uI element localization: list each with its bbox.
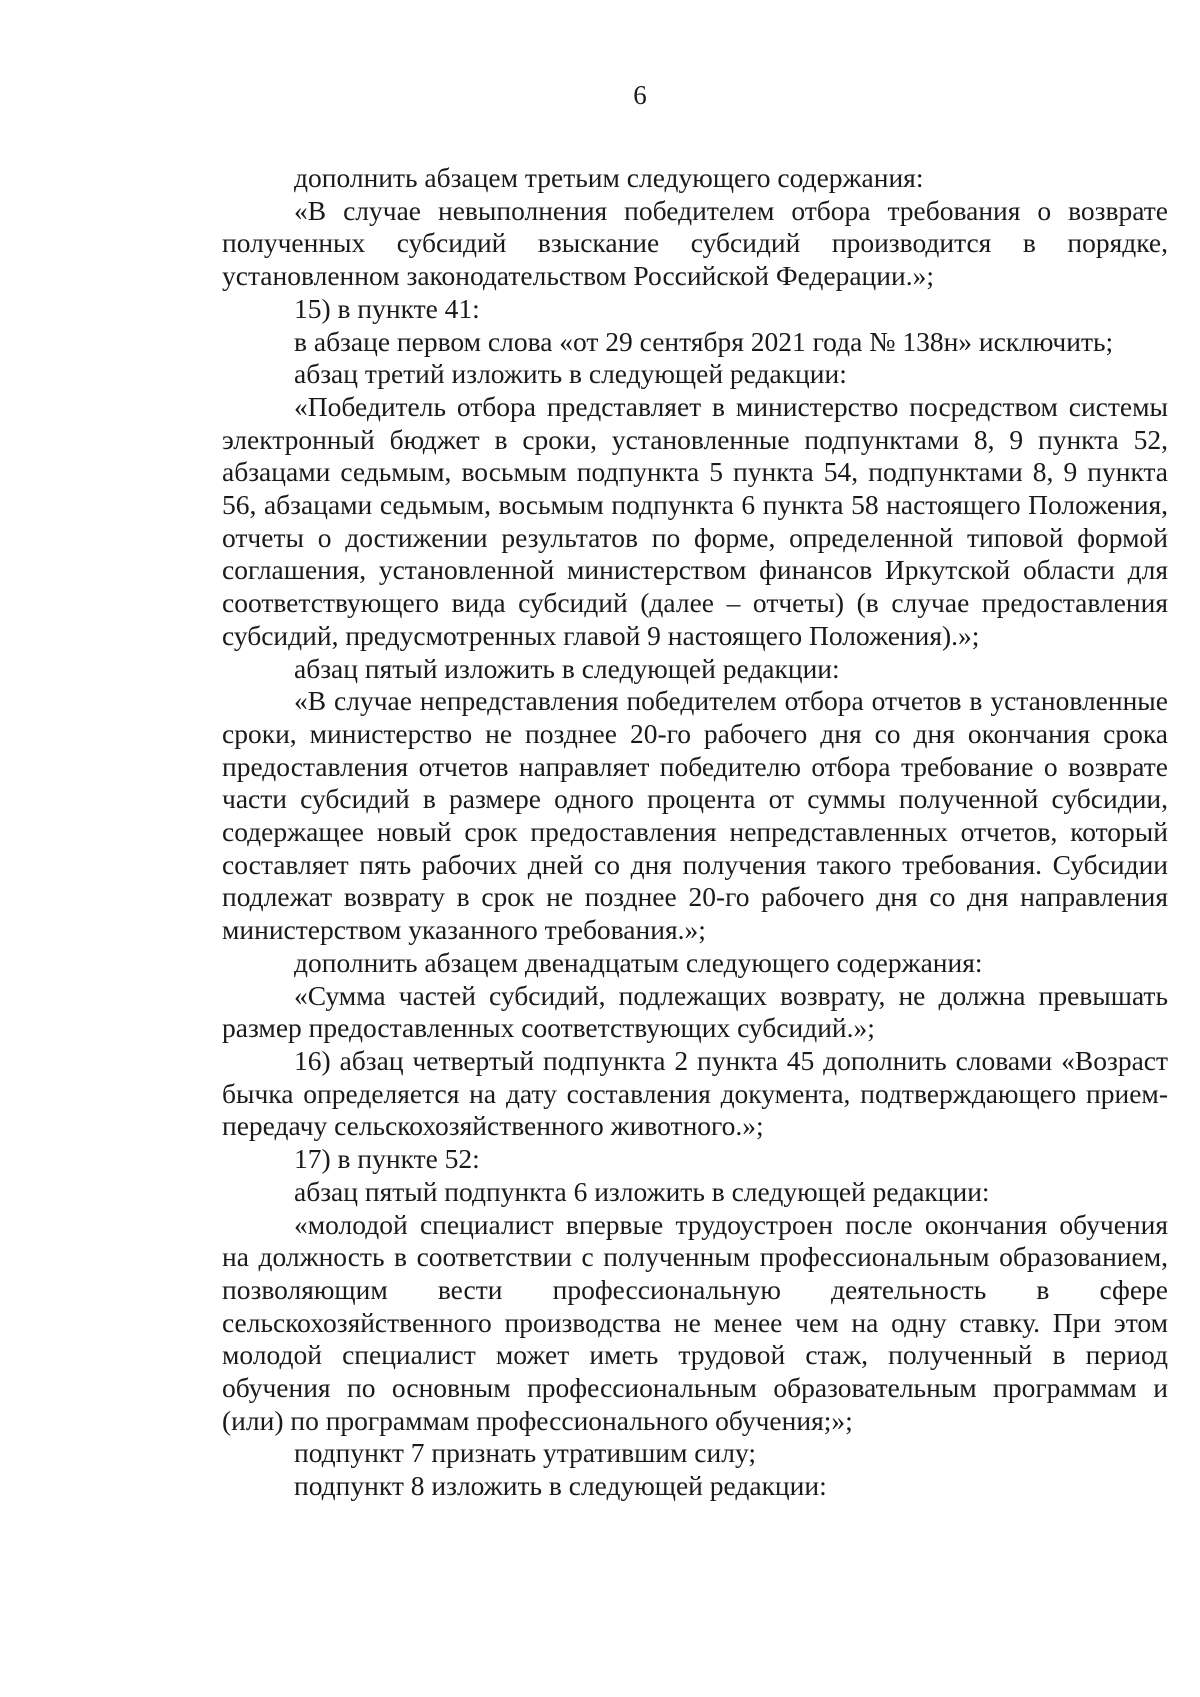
paragraph: абзац третий изложить в следующей редакции: — [294, 358, 847, 390]
paragraph: подпункт 7 признать утратившим силу; — [294, 1437, 756, 1469]
item-heading: 15) в пункте 41: — [294, 292, 480, 324]
page-number: 6 — [633, 80, 647, 110]
quoted-paragraph: «Сумма частей субсидий, подлежащих возврату, не должна превышать размер предоставленных соответствующих субсидий.»; — [222, 979, 1168, 1044]
item-heading: 17) в пункте 52: — [294, 1143, 480, 1175]
paragraph: в абзаце первом слова «от 29 сентября 2021 года № 138н» исключить; — [294, 325, 1114, 357]
item-paragraph: 16) абзац четвертый подпункта 2 пункта 45 дополнить словами «Возраст бычка определяется на дату составления документа, подтверждающего прием-передачу сельскохозяйственного животного.»; — [222, 1044, 1168, 1142]
paragraph: абзац пятый подпункта 6 изложить в следующей редакции: — [294, 1175, 990, 1207]
paragraph: дополнить абзацем двенадцатым следующего содержания: — [294, 946, 983, 978]
quoted-paragraph: «молодой специалист впервые трудоустроен после окончания обучения на должность в соответствии с полученным профессиональным образованием, позволяющим вести профессиональную деятельность в сфере сельскохозяйственного производства не менее чем на одну ставку. При этом молодой специалист может иметь трудовой стаж, полученный в период обучения по основным профессиональным образовательным программам и (или) по программам профессионального обучения;»; — [222, 1208, 1168, 1436]
paragraph: абзац пятый изложить в следующей редакции: — [294, 652, 840, 684]
paragraph: подпункт 8 изложить в следующей редакции: — [294, 1470, 827, 1502]
paragraph: дополнить абзацем третьим следующего содержания: — [294, 162, 924, 193]
quoted-paragraph: «В случае непредставления победителем отбора отчетов в установленные сроки, министерство не позднее 20-го рабочего дня со дня окончания срока предоставления отчетов направляет победителю отбора требование о возврате части субсидий в размере одного процента от суммы полученной субсидии, содержащее новый срок предоставления непредставленных отчетов, который составляет пять рабочих дней со дня получения такого требования. Субсидии подлежат возврату в срок не позднее 20-го рабочего дня со дня направления министерством указанного требования.»; — [222, 685, 1168, 946]
quoted-paragraph: «Победитель отбора представляет в министерство посредством системы электронный бюджет в сроки, установленные подпунктами 8, 9 пункта 52, абзацами седьмым, восьмым подпункта 5 пункта 54, подпунктами 8, 9 пункта 56, абзацами седьмым, восьмым подпункта 6 пункта 58 настоящего Положения, отчеты о достижении результатов по форме, определенной типовой формой соглашения, установленной министерством финансов Иркутской области для соответствующего вида субсидий (далее – отчеты) (в случае предоставления субсидий, предусмотренных главой 9 настоящего Положения).»; — [222, 390, 1168, 651]
quoted-paragraph: «В случае невыполнения победителем отбора требования о возврате полученных субсидий взыскание субсидий производится в порядке, установленном законодательством Российской Федерации.»; — [222, 194, 1168, 292]
document-body — [222, 162, 1168, 1503]
